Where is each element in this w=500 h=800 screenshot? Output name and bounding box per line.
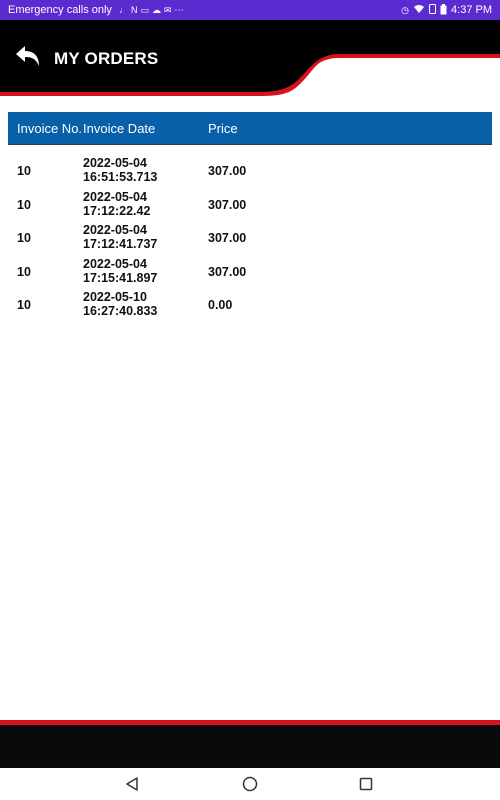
invoice-date-day: 2022-05-04 [83,223,147,237]
orders-list [8,155,492,323]
table-row[interactable] [8,189,492,223]
mail-icon: ✉ [163,4,172,15]
invoice-date [83,190,150,218]
back-triangle-icon [125,777,139,791]
battery-icon [440,4,447,17]
table-row[interactable] [8,256,492,290]
invoice-date-time: 17:15:41.897 [83,270,158,285]
column-header-invoice-date: Invoice Date [83,121,156,136]
invoice-date-time: 17:12:22.42 [83,203,151,218]
back-button[interactable] [14,44,44,72]
invoice-date-day: 2022-05-10 [83,290,147,304]
status-left [8,4,184,16]
invoice-date [83,257,157,285]
invoice-price: 307.00 [208,197,247,212]
invoice-number: 10 [17,197,31,212]
page-title: MY ORDERS [54,49,159,68]
back-arrow-icon [14,44,42,68]
invoice-price: 0.00 [208,298,233,312]
invoice-price: 307.00 [208,264,247,279]
invoice-number: 10 [17,231,31,245]
more-icon: ⋯ [174,4,184,15]
alarm-icon: ◷ [401,4,410,15]
nav-recents-button[interactable] [356,774,376,794]
cloud-icon: ☁ [151,4,161,15]
home-circle-icon [242,776,258,792]
invoice-date [83,290,157,318]
column-header-price: Price [208,121,238,136]
invoice-date [83,156,157,184]
table-row[interactable] [8,289,492,323]
invoice-date-time: 16:27:40.833 [83,304,158,318]
invoice-price: 307.00 [208,231,247,245]
table-header [8,112,492,144]
table-row[interactable] [8,222,492,256]
status-right [401,4,492,17]
invoice-number: 10 [17,298,31,312]
bell-icon: ♩ [118,4,128,15]
nav-home-button[interactable] [240,774,260,794]
nfc-icon: N [130,4,138,15]
notification-icons [119,6,184,15]
invoice-date-day: 2022-05-04 [83,156,147,170]
sim-icon [429,4,436,16]
carrier-status-text: Emergency calls only [8,4,112,16]
invoice-price: 307.00 [208,164,247,178]
laptop-icon: ▭ [140,4,149,15]
wifi-icon [413,4,425,16]
nav-back-button[interactable] [122,774,142,794]
invoice-date [83,223,157,251]
column-header-invoice-no: Invoice No. [17,121,83,136]
recents-square-icon [359,777,373,791]
invoice-number: 10 [17,264,31,279]
invoice-number: 10 [17,164,31,178]
table-header-divider [8,144,492,145]
invoice-date-time: 16:51:53.713 [83,170,158,184]
footer-bar [0,725,500,768]
status-time: 4:37 PM [451,4,492,16]
status-bar [0,0,500,20]
invoice-date-time: 17:12:41.737 [83,237,158,251]
invoice-date-day: 2022-05-04 [83,256,147,271]
table-row[interactable] [8,155,492,189]
system-navigation-bar [0,768,500,800]
app-header [0,20,500,104]
invoice-date-day: 2022-05-04 [83,189,147,204]
